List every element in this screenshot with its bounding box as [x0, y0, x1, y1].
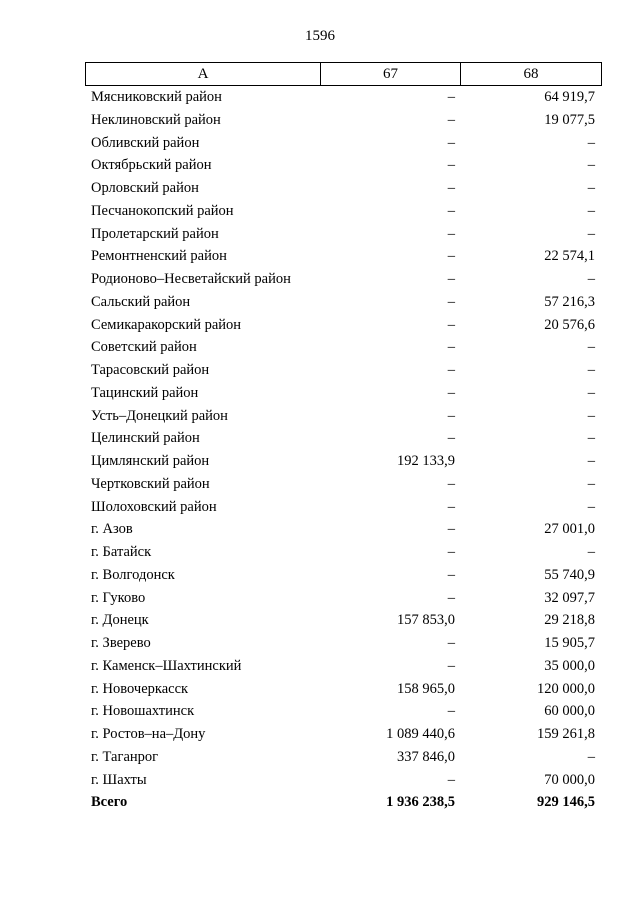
row-name: г. Гуково — [91, 589, 146, 606]
row-name: Тацинский район — [91, 384, 199, 401]
row-name: г. Волгодонск — [91, 566, 175, 583]
header-col-67: 67 — [321, 63, 461, 86]
row-value-67: – — [447, 635, 455, 651]
table-row — [85, 314, 600, 337]
row-value-68: 70 000,0 — [544, 771, 595, 788]
row-value-68: 35 000,0 — [544, 657, 595, 674]
row-value-67: – — [447, 407, 455, 424]
header-col-a: А — [86, 63, 321, 86]
row-value-67: – — [447, 180, 455, 196]
row-value-68: – — [587, 498, 595, 515]
row-value-67: 1 089 440,6 — [386, 726, 455, 742]
page-number: 1596 — [305, 28, 335, 44]
row-name: Пролетарский район — [91, 225, 219, 242]
total-value-67: 1 936 238,5 — [386, 794, 455, 811]
table-row — [85, 268, 600, 291]
table-row — [85, 655, 600, 678]
table-row — [85, 427, 600, 450]
table-row — [85, 132, 600, 155]
row-value-67: – — [447, 589, 455, 606]
row-value-68: – — [587, 384, 595, 401]
row-value-68: – — [587, 475, 595, 492]
table-row — [85, 405, 600, 428]
row-value-68: 19 077,5 — [544, 111, 595, 128]
row-name: Родионово–Несветайский район — [91, 271, 291, 287]
row-name: Ремонтненский район — [91, 248, 227, 265]
row-value-67: – — [447, 225, 455, 242]
table-row — [85, 223, 600, 246]
row-value-67: – — [447, 111, 455, 128]
row-name: Семикаракорский район — [91, 316, 242, 333]
row-value-68: – — [587, 748, 595, 765]
row-value-68: 29 218,8 — [544, 612, 595, 629]
row-value-67: 337 846,0 — [397, 748, 455, 765]
row-value-68: 64 919,7 — [544, 89, 595, 105]
row-name: Обливский район — [91, 134, 200, 151]
row-name: Целинский район — [91, 430, 200, 447]
row-name: Шолоховский район — [91, 498, 217, 515]
row-value-67: – — [447, 248, 455, 265]
row-name: Орловский район — [91, 180, 199, 196]
total-value-68: 929 146,5 — [537, 794, 595, 811]
row-value-67: 157 853,0 — [397, 612, 455, 629]
row-value-67: – — [447, 362, 455, 378]
table-row — [85, 109, 600, 132]
table-row — [85, 769, 600, 792]
row-value-67: – — [447, 271, 455, 287]
row-value-68: 15 905,7 — [544, 635, 595, 651]
row-value-67: – — [447, 771, 455, 788]
row-value-67: – — [447, 521, 455, 538]
table-row — [85, 541, 600, 564]
row-value-67: – — [447, 89, 455, 105]
row-value-67: – — [447, 566, 455, 583]
table-row — [85, 678, 600, 701]
row-value-67: – — [447, 384, 455, 401]
row-value-68: – — [587, 202, 595, 219]
row-name: г. Зверево — [91, 635, 151, 651]
row-name: Октябрьский район — [91, 157, 212, 174]
table-row — [85, 86, 600, 109]
row-value-67: – — [447, 157, 455, 174]
table-row — [85, 723, 600, 746]
table-row — [85, 632, 600, 655]
table-row — [85, 200, 600, 223]
row-value-68: – — [587, 430, 595, 447]
row-value-68: 57 216,3 — [544, 293, 595, 310]
row-name: Чертковский район — [91, 475, 210, 492]
row-name: Песчанокопский район — [91, 202, 234, 219]
row-value-67: – — [447, 293, 455, 310]
row-value-68: – — [587, 157, 595, 174]
row-value-67: – — [447, 134, 455, 151]
row-value-68: – — [587, 362, 595, 378]
row-value-68: – — [587, 271, 595, 287]
table-row — [85, 496, 600, 519]
table-row — [85, 245, 600, 268]
row-name: г. Шахты — [91, 771, 147, 788]
row-value-68: 22 574,1 — [544, 248, 595, 265]
row-name: г. Батайск — [91, 544, 152, 560]
table-row — [85, 700, 600, 723]
row-name: г. Каменск–Шахтинский — [91, 657, 242, 674]
row-value-67: – — [447, 544, 455, 560]
row-value-68: 60 000,0 — [544, 703, 595, 720]
row-value-68: 159 261,8 — [537, 726, 595, 742]
table-row — [85, 473, 600, 496]
row-name: г. Новошахтинск — [91, 703, 195, 720]
row-value-67: – — [447, 475, 455, 492]
row-name: Цимлянский район — [91, 453, 210, 469]
row-name: Усть–Донецкий район — [91, 407, 228, 424]
total-label: Всего — [91, 794, 128, 811]
row-value-67: – — [447, 202, 455, 219]
header-col-68: 68 — [461, 63, 602, 86]
row-name: Неклиновский район — [91, 111, 221, 128]
table-row — [85, 746, 600, 769]
row-value-67: – — [447, 498, 455, 515]
row-value-68: – — [587, 453, 595, 469]
row-value-68: – — [587, 180, 595, 196]
table-body — [85, 86, 600, 814]
row-value-68: – — [587, 407, 595, 424]
row-value-68: – — [587, 134, 595, 151]
row-value-67: 158 965,0 — [397, 680, 455, 697]
row-name: г. Ростов–на–Дону — [91, 726, 206, 742]
row-value-67: 192 133,9 — [397, 453, 455, 469]
table-row — [85, 450, 600, 473]
row-name: Тарасовский район — [91, 362, 210, 378]
table-row — [85, 177, 600, 200]
table-row — [85, 609, 600, 632]
row-name: г. Азов — [91, 521, 133, 538]
table-row — [85, 382, 600, 405]
table-row — [85, 154, 600, 177]
row-name: Сальский район — [91, 293, 191, 310]
table-header — [85, 62, 602, 86]
table-row — [85, 518, 600, 541]
row-value-67: – — [447, 339, 455, 356]
row-value-68: – — [587, 339, 595, 356]
row-name: г. Таганрог — [91, 748, 159, 765]
row-name: Мясниковский район — [91, 89, 222, 105]
row-value-68: 55 740,9 — [544, 566, 595, 583]
table-row — [85, 291, 600, 314]
row-name: г. Донецк — [91, 612, 149, 629]
table-row — [85, 564, 600, 587]
row-value-67: – — [447, 657, 455, 674]
row-value-67: – — [447, 430, 455, 447]
row-value-68: 120 000,0 — [537, 680, 595, 697]
row-value-68: 32 097,7 — [544, 589, 595, 606]
row-value-68: – — [587, 544, 595, 560]
row-name: Советский район — [91, 339, 197, 356]
table-row — [85, 587, 600, 610]
row-value-68: 20 576,6 — [544, 316, 595, 333]
table-row — [85, 359, 600, 382]
row-value-67: – — [447, 316, 455, 333]
total-row — [85, 791, 600, 814]
table-row — [85, 336, 600, 359]
row-value-68: 27 001,0 — [544, 521, 595, 538]
row-name: г. Новочеркасск — [91, 680, 189, 697]
row-value-68: – — [587, 225, 595, 242]
row-value-67: – — [447, 703, 455, 720]
